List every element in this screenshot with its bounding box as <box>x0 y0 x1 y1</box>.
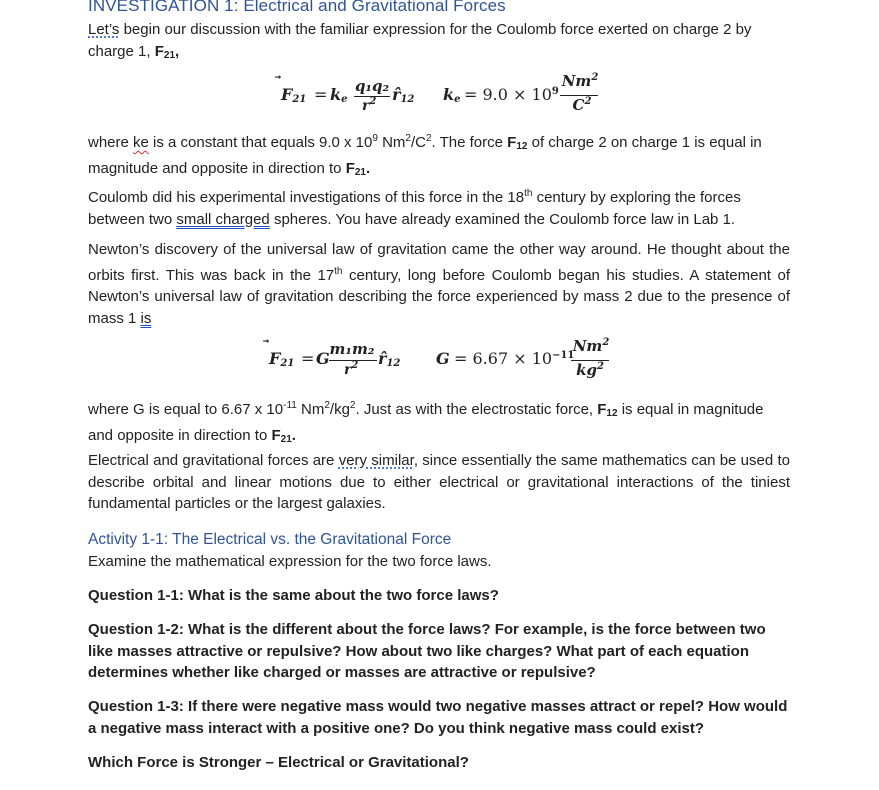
section-heading: INVESTIGATION 1: Electrical and Gravitational Forces <box>88 0 506 15</box>
g-paragraph: where G is equal to 6.67 x $10^{-11}$ $Nm^2/kg^2$. Just as with the electrostatic force, $F_{12}$ is equal in magnitude and opposite in direction to $F_{21}$. <box>88 400 764 445</box>
small-charged-phrase[interactable]: small charged <box>176 210 270 228</box>
coulomb-history-paragraph: Coulomb did his experimental investigations of this force in the 18th century by exploring the forces between two small charged spheres. You have already examined the Coulomb force law in Lab 1. <box>88 188 741 228</box>
gravity-denominator: $r^2$ <box>344 360 359 378</box>
coulomb-numerator: q₁q₂ <box>354 77 390 95</box>
intro-paragraph: Let’s begin our discussion with the familiar expression for the Coulomb force exerted on charge 2 by charge 1, $F_{21}$, <box>88 21 752 61</box>
similar-paragraph: Electrical and gravitational forces are very similar, since essentially the same mathematics can be used to describe orbital and linear motions due to either electrical or gravitational interactions of the tiniest fundamental particles or the largest galaxies. <box>88 452 790 512</box>
f21-lhs: F <box>281 85 293 104</box>
question-1-3: Question 1-3: If there were negative mass would two negative masses attract or repel? How would a negative mass interact with a positive one? Do you think negative mass could exist? <box>88 698 788 737</box>
ke-paragraph: where ke is a constant that equals 9.0 x $10^9$ $Nm^2/C^2$. The force $F_{12}$ of charge 2 on charge 1 is equal in magnitude and opposite in direction to $F_{21}$. <box>88 133 762 178</box>
final-heading: Which Force is Stronger – Electrical or Gravitational? <box>88 754 469 771</box>
lets-word[interactable]: Let’s <box>88 21 120 38</box>
question-1-2: Question 1-2: What is the different about the force laws? For example, is the force between two like masses attractive or repulsive? How about two like charges? What part of each equation determines whether like charged or masses are attractive or repulsive? <box>88 621 766 681</box>
activity-title: Activity 1-1: The Electrical vs. the Gravitational Force <box>88 531 452 548</box>
f21-gravity-lhs: F <box>269 349 281 368</box>
activity-block <box>88 529 790 572</box>
ke-symbol[interactable]: ke <box>133 134 149 151</box>
is-word[interactable]: is <box>140 309 152 327</box>
newton-paragraph: Newton’s discovery of the universal law of gravitation came the other way around. He thought about the orbits first. This was back in the 17th century, long before Coulomb began his studies. A statement of Newton’s universal law of gravitation describing the force experienced by mass 2 due to the presence of mass 1 is <box>88 241 790 327</box>
very-similar-phrase[interactable]: very similar <box>338 452 414 469</box>
coulomb-denominator: $r^2$ <box>362 96 377 114</box>
gravity-numerator: m₁m₂ <box>329 340 375 358</box>
question-1-1: Question 1-1: What is the same about the two force laws? <box>88 587 499 604</box>
activity-text: Examine the mathematical expression for the two force laws. <box>88 552 492 570</box>
